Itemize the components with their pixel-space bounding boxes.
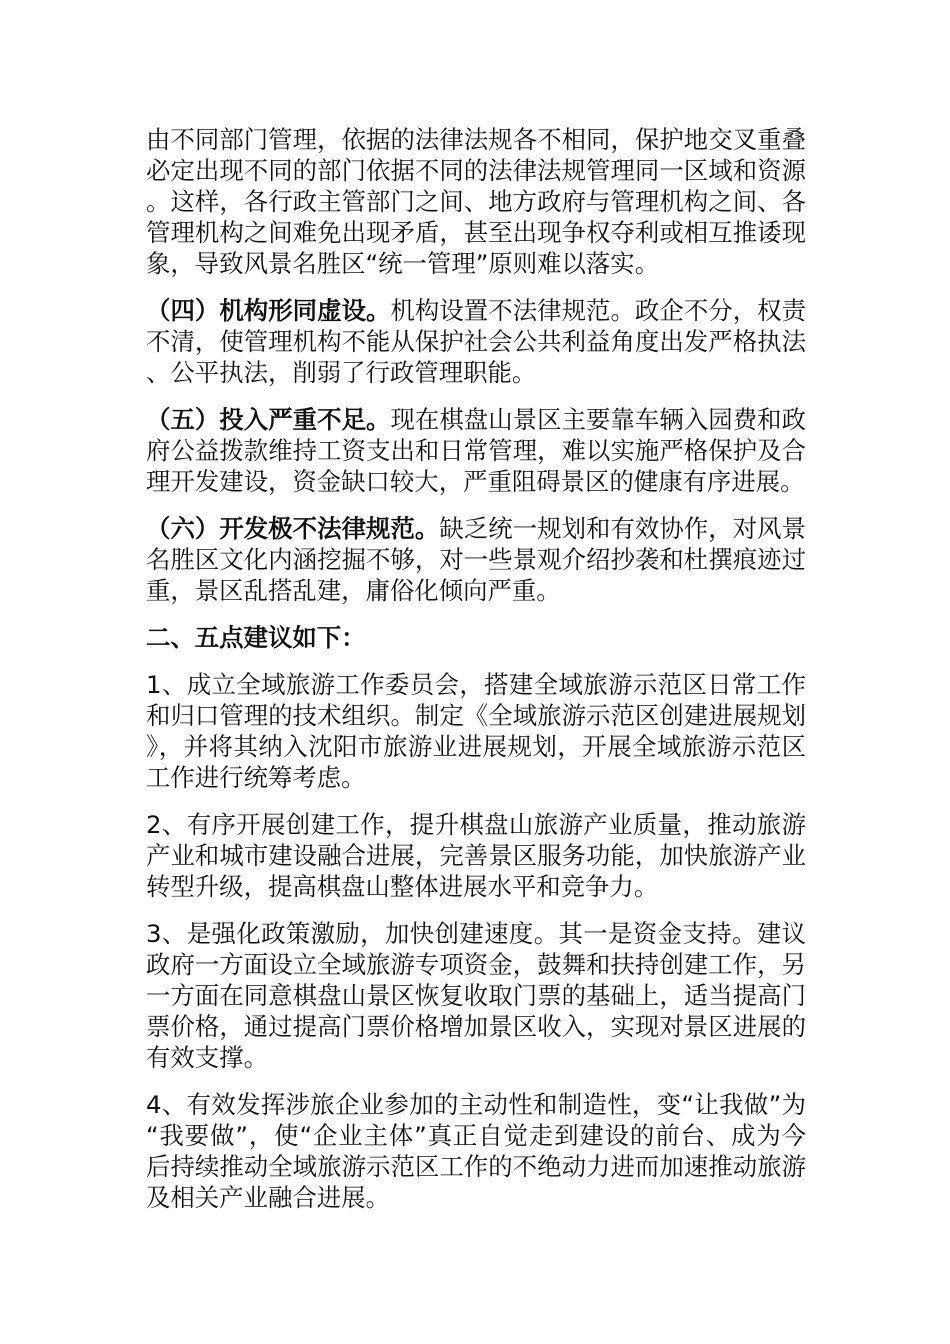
paragraph-institutions [146, 295, 806, 388]
section-heading: 二、五点建议如下： [146, 623, 366, 652]
paragraph-text: 缺乏统一规划和有效协作，对风景名胜区文化内涵挖掘不够，对一些景观介绍抄袭和杜撰痕迹过重，景区乱搭乱建，庸俗化倾向严重。 [146, 514, 806, 605]
paragraph-lead: （四）机构形同虚设。 [146, 296, 391, 325]
paragraph-lead: （五）投入严重不足。 [146, 405, 391, 434]
paragraph-development [146, 513, 806, 606]
paragraph-investment [146, 404, 806, 497]
suggestion-item: 2、有序开展创建工作，提升棋盘山旅游产业质量，推动旅游产业和城市建设融合进展，完善景区服务功能，加快旅游产业转型升级，提高棋盘山整体进展水平和竞争力。 [146, 810, 806, 901]
suggestion-item: 1、成立全域旅游工作委员会，搭建全域旅游示范区日常工作和归口管理的技术组织。制定《全域旅游示范区创建进展规划》，并将其纳入沈阳市旅游业进展规划，开展全域旅游示范区工作进行统筹考虑。 [146, 670, 806, 792]
paragraph-management-overlap [146, 124, 806, 279]
paragraph-text: 由不同部门管理，依据的法律法规各不相同，保护地交叉重叠必定出现不同的部门依据不同的法律法规管理同一区域和资源。这样，各行政主管部门之间、地方政府与管理机构之间、各管理机构之间难免出现矛盾，甚至出现争权夺利或相互推诿现象，导致风景名胜区“统一管理”原则难以落实。 [146, 125, 806, 278]
suggestion-item: 4、有效发挥涉旅企业参加的主动性和制造性，变“让我做”为“我要做”，使“企业主体”真正自觉走到建设的前台、成为今后持续推动全域旅游示范区工作的不绝动力进而加速推动旅游及相关产业融合进展。 [146, 1090, 806, 1212]
paragraph-lead: （六）开发极不法律规范。 [146, 514, 440, 543]
paragraph-text: 机构设置不法律规范。政企不分，权责不清，使管理机构不能从保护社会公共利益角度出发严格执法、公平执法，削弱了行政管理职能。 [146, 296, 806, 387]
suggestion-item: 3、是强化政策激励，加快创建速度。其一是资金支持。建议政府一方面设立全域旅游专项资金，鼓舞和扶持创建工作，另一方面在同意棋盘山景区恢复收取门票的基础上，适当提高门票价格，通过提高门票价格增加景区收入，实现对景区进展的有效支撑。 [146, 919, 806, 1072]
document-page [146, 124, 806, 1229]
paragraph-text: 现在棋盘山景区主要靠车辆入园费和政府公益拨款维持工资支出和日常管理，难以实施严格保护及合理开发建设，资金缺口较大，严重阻碍景区的健康有序进展。 [146, 405, 806, 496]
